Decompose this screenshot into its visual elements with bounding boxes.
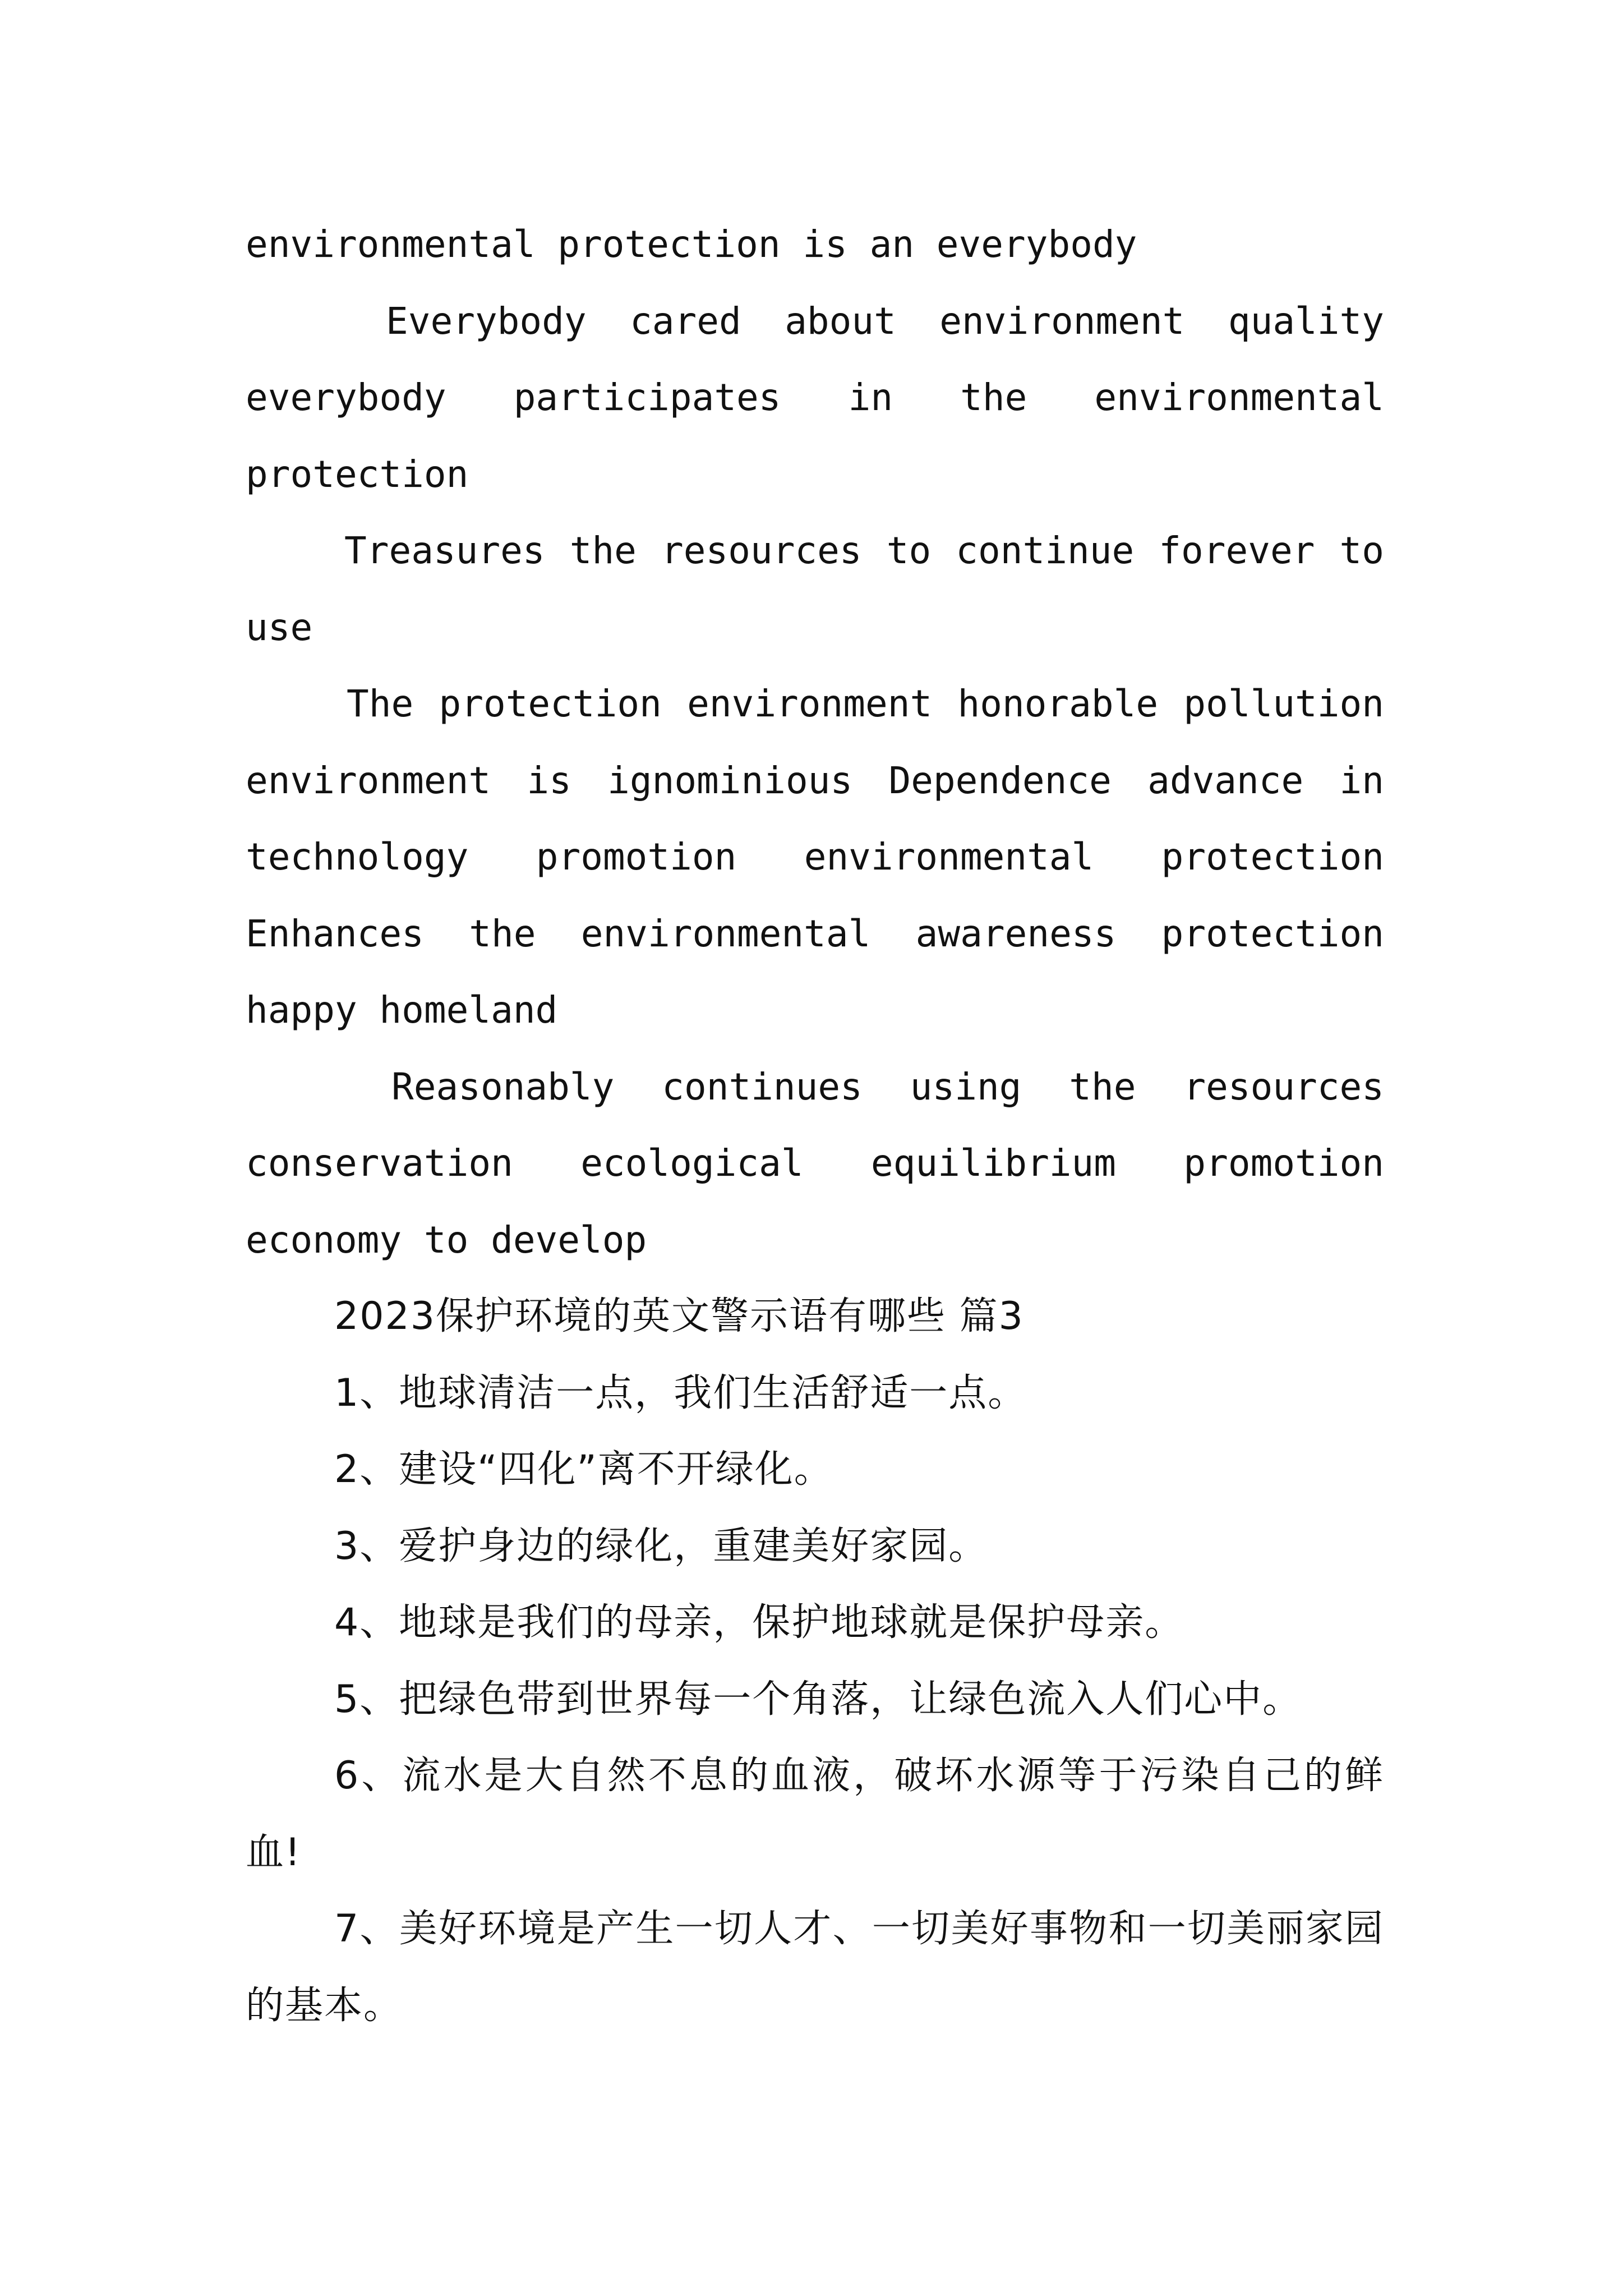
slogan-item-5: 5、把绿色带到世界每一个角落，让绿色流入人们心中。 — [334, 1677, 1302, 1722]
slogan-item-2: 2、建设“四化”离不开绿化。 — [334, 1447, 833, 1492]
slogan-item-6: 6、流水是大自然不息的血液，破坏水源等于污染自己的鲜血! — [246, 1754, 1384, 1875]
paragraph-protection-environment: The protection environment honorable pollution environment is ignominious Dependence advance in technology promotion environmental protection Enhances the environmental awareness protection happy homeland — [246, 682, 1384, 1032]
slogan-item-1: 1、地球清洁一点，我们生活舒适一点。 — [334, 1370, 1027, 1415]
slogan-item-4: 4、地球是我们的母亲，保护地球就是保护母亲。 — [334, 1600, 1184, 1645]
document-body — [246, 206, 1384, 2044]
paragraph-environmental-protection: environmental protection is an everybody — [246, 223, 1137, 266]
paragraph-treasures-resources: Treasures the resources to continue forever to use — [246, 529, 1384, 649]
section-heading: 2023保护环境的英文警示语有哪些 篇3 — [334, 1294, 1024, 1338]
slogan-item-3: 3、爱护身边的绿化，重建美好家园。 — [334, 1524, 988, 1568]
paragraph-everybody-cared: Everybody cared about environment quality everybody participates in the environmental protection — [246, 299, 1384, 496]
slogan-item-7: 7、美好环境是产生一切人才、一切美好事物和一切美丽家园的基本。 — [246, 1907, 1384, 2028]
paragraph-reasonably-continues: Reasonably continues using the resources conservation ecological equilibrium promotion economy to develop — [246, 1065, 1384, 1262]
